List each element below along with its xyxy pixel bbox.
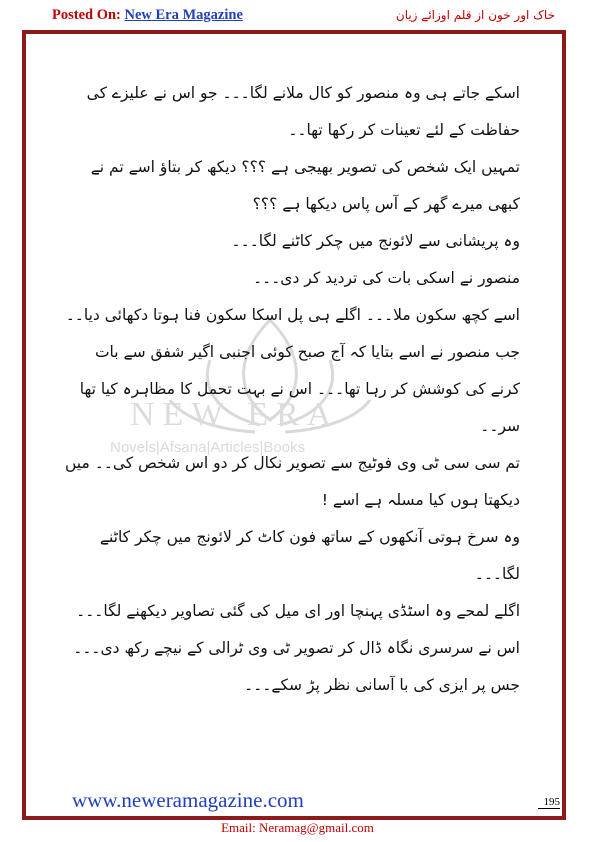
contact-email[interactable]: Email: Neramag@gmail.com <box>221 820 374 835</box>
site-link[interactable]: New Era Magazine <box>124 7 243 23</box>
website-link[interactable]: www.neweramagazine.com <box>72 788 304 812</box>
posted-on-header <box>52 7 243 24</box>
paragraph: تمہیں ایک شخص کی تصویر بھیجی ہے ؟؟؟ دیکھ کر بتاؤ اسے تم نے کبھی میرے گھر کے آس پاس دیکھا ہے ؟؟؟ <box>90 158 520 213</box>
paragraph: منصور نے اسکی بات کی تردید کر دی۔۔۔ <box>253 269 520 287</box>
paragraph: اس نے سرسری نگاہ ڈال کر تصویر ٹی وی ٹرالی کے نیچے رکھ دی۔۔۔ جس پر ایزی کی با آسانی نظر پڑ سکے۔۔۔ <box>73 639 520 694</box>
paragraph: اگلے لمحے وہ اسٹڈی پہنچا اور ای میل کی گئی تصاویر دیکھنے لگا۔۔۔ <box>76 602 520 620</box>
paragraph: وہ پریشانی سے لائونج میں چکر کاٹنے لگا۔۔۔ <box>231 232 520 250</box>
urdu-title: خاک اور خون از قلم اوزائے زیان <box>395 8 555 22</box>
paragraph: اسکے جاتے ہی وہ منصور کو کال ملانے لگا۔۔۔ جو اس نے علیزے کی حفاظت کے لئے تعینات کر رکھا تھا۔۔ <box>86 84 520 139</box>
watermark-subtitle: Novels|Afsana|Articles|Books <box>110 439 306 456</box>
posted-label: Posted On: <box>52 7 121 23</box>
paragraph: وہ سرخ ہوتی آنکھوں کے ساتھ فون کاٹ کر لائونج میں چکر کاٹنے لگا۔۔۔ <box>99 528 520 583</box>
page-number: 195 <box>538 796 560 809</box>
paragraph: اسے کچھ سکون ملا۔۔۔ اگلے ہی پل اسکا سکون فنا ہوتا دکھائی دیا۔۔ جب منصور نے اسے بتایا کہ آج صبح کوئی اجنبی اگیر شفق سے بات کرنے کی کوشش کر رہا تھا۔۔۔ اس نے بہت تحمل کا مظاہرہ کیا تھا سر۔۔ <box>65 306 520 435</box>
svg-text:NEW ERA: NEW ERA <box>130 396 340 433</box>
paragraph: تم سی سی ٹی وی فوٹیج سے تصویر نکال کر دو اس شخص کی۔۔ میں دیکھتا ہوں کیا مسلہ ہے اسے ! <box>64 454 520 509</box>
article-body <box>62 75 520 704</box>
